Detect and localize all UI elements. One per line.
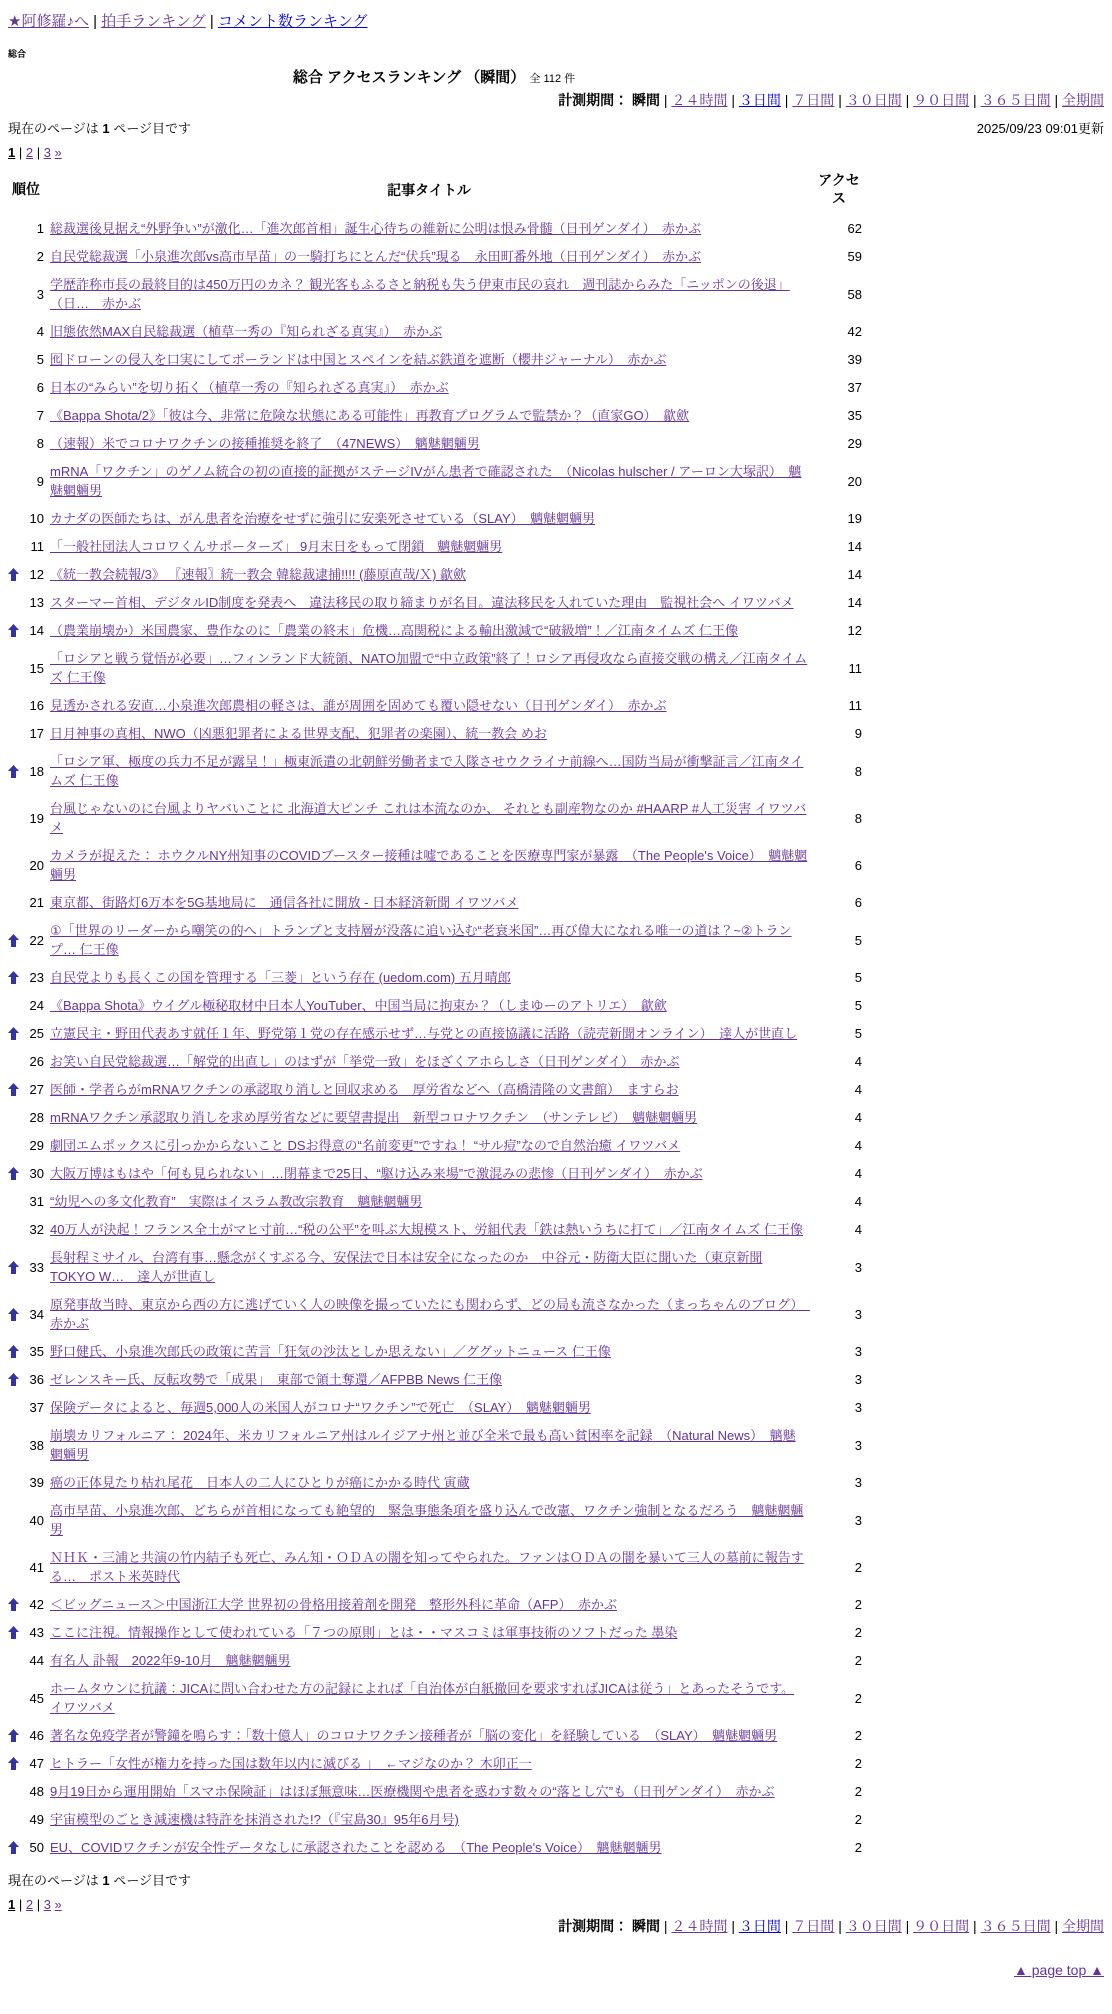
- table-row: [8, 458, 862, 505]
- rank-number: 12: [29, 567, 44, 582]
- article-link[interactable]: カナダの医師たちは、がん患者を治療をせずに強引に安楽死させている（SLAY） 魑魅魍魎男: [50, 511, 596, 526]
- access-count: 35: [847, 408, 862, 423]
- access-count: 62: [847, 221, 862, 236]
- rank-number: 8: [36, 436, 44, 451]
- current-page-text: 現在のページは 1 ページ目です: [8, 121, 191, 136]
- article-link[interactable]: ＮＨＫ・三浦と共演の竹内結子も死亡、みん知・ＯＤＡの闇を知ってやられた。ファンはＯＤＡの闇を暴いて三人の墓前に報告する… ポスト米英時代: [50, 1550, 804, 1584]
- separator: |: [15, 1897, 26, 1912]
- page-info-top: [8, 118, 1104, 137]
- access-count: 59: [847, 249, 862, 264]
- separator: |: [901, 1918, 914, 1934]
- access-count: 2: [854, 1840, 862, 1855]
- rank-number: 40: [29, 1512, 44, 1528]
- table-body: [8, 215, 862, 1862]
- access-count: 2: [854, 1812, 862, 1827]
- article-link[interactable]: mRNA「ワクチン」のゲノム統合の初の直接的証拠がステージIVがん患者で確認された （Nicolas hulscher / アーロン大塚訳） 魑魅魍魎男: [50, 464, 802, 498]
- rank-number: 36: [29, 1372, 44, 1387]
- rank-up-icon: [8, 624, 24, 637]
- rank-number: 46: [29, 1728, 44, 1743]
- access-count: 3: [854, 1306, 862, 1322]
- rank-up-icon: [8, 1027, 24, 1040]
- rank-up-icon: [8, 1373, 24, 1386]
- table-row: [8, 318, 862, 346]
- period-option-link[interactable]: ３６５日間: [980, 1918, 1051, 1934]
- access-count: 19: [847, 511, 862, 526]
- top-nav: [8, 10, 1104, 31]
- rank-up-icon: [8, 1841, 24, 1854]
- article-link[interactable]: ①「世界のリーダーから嘲笑の的へ」トランプと支持層が没落に追い込む“老衰米国”…再び偉大になれる唯一の道は？~②トランプ… 仁王像: [50, 923, 792, 957]
- rank-number: 22: [29, 932, 44, 948]
- rank-number: 48: [29, 1784, 44, 1799]
- article-link[interactable]: 9月19日から運用開始「スマホ保険証」はほぼ無意味…医療機関や患者を惑わす数々の“落とし穴”も（日刊ゲンダイ） 赤かぶ: [50, 1784, 775, 1799]
- article-link[interactable]: 囮ドローンの侵入を口実にしてポーランドは中国とスペインを結ぶ鉄道を遮断（櫻井ジャーナル） 赤かぶ: [50, 352, 667, 367]
- article-link[interactable]: 学歴詐称市長の最終目的は450万円のカネ？ 観光客もふるさと納税も失う伊東市民の哀れ 週刊誌からみた「ニッポンの後退」（日… 赤かぶ: [50, 277, 790, 311]
- access-count: 4: [854, 1054, 862, 1069]
- article-link[interactable]: カメラが捉えた： ホウクルNY州知事のCOVIDブースター接種は嘘であることを医療専門家が暴露 （The People's Voice） 魑魅魍魎男: [50, 848, 808, 882]
- rank-number: 1: [36, 221, 44, 236]
- rank-up-icon: [8, 1261, 24, 1274]
- rank-up-icon: [8, 1729, 24, 1742]
- article-link[interactable]: 崩壊カリフォルニア： 2024年、米カリフォルニア州はルイジアナ州と並び全米で最も高い貧困率を記録 （Natural News） 魑魅魍魎男: [50, 1428, 796, 1462]
- access-count: 6: [854, 895, 862, 910]
- rank-number: 47: [29, 1756, 44, 1771]
- rank-number: 21: [29, 895, 44, 910]
- article-link[interactable]: 見透かされる安直…小泉進次郎農相の軽さは、誰が周囲を固めても覆い隠せない（日刊ゲンダイ） 赤かぶ: [50, 698, 667, 713]
- rank-number: 5: [36, 352, 44, 367]
- table-row: [8, 346, 862, 374]
- rank-number: 45: [29, 1690, 44, 1706]
- updated-timestamp: 2025/09/23 09:01更新: [976, 121, 1104, 136]
- article-link[interactable]: ここに注視。情報操作として使われている「７つの原則」とは・・マスコミは軍事技術のソフトだった 墨染: [50, 1625, 678, 1640]
- table-row: [8, 1619, 862, 1647]
- section-label: 総合: [8, 49, 27, 59]
- rank-number: 4: [36, 324, 44, 339]
- access-count: 14: [847, 595, 862, 610]
- table-row: [8, 720, 862, 748]
- table-row: [8, 1104, 862, 1132]
- period-option-link[interactable]: ９０日間: [913, 1918, 970, 1934]
- article-link[interactable]: スターマー首相、デジタルID制度を発表へ 違法移民の取り締まりが名目。違法移民を入れていた理由 監視社会へ イワツバメ: [50, 595, 794, 610]
- rank-up-icon: [8, 1083, 24, 1096]
- separator: |: [33, 145, 44, 160]
- table-row: [8, 215, 862, 243]
- table-row: [8, 1291, 862, 1338]
- article-link[interactable]: 「ロシアと戦う覚悟が必要」…フィンランド大統領、NATO加盟で“中立政策”終了！ロシア再侵攻なら直接交戦の構え／江南タイムズ 仁王像: [50, 651, 808, 685]
- separator: |: [727, 1918, 739, 1934]
- table-row: [8, 617, 862, 645]
- rank-number: 31: [29, 1194, 44, 1209]
- article-link[interactable]: 劇団エムポックスに引っかからないこと DSお得意の“名前変更”ですね！ “サル痘”なので自然治癒 イワツバメ: [50, 1138, 681, 1153]
- rank-number: 19: [29, 810, 44, 826]
- rank-number: 41: [29, 1559, 44, 1575]
- period-option-link[interactable]: 全期間: [1062, 1918, 1104, 1934]
- current-page-text: 現在のページは 1 ページ目です: [8, 1873, 191, 1888]
- rank-number: 7: [36, 408, 44, 423]
- separator: |: [901, 92, 914, 108]
- table-row: [8, 748, 862, 795]
- table-row: [8, 842, 862, 889]
- page-number-link[interactable]: 2: [25, 1897, 34, 1912]
- access-count: 12: [847, 623, 862, 638]
- access-count: 29: [847, 436, 862, 451]
- period-option-link[interactable]: ３０日間: [845, 1918, 902, 1934]
- next-page-link[interactable]: »: [54, 145, 62, 160]
- rank-number: 43: [29, 1625, 44, 1640]
- rank-number: 50: [29, 1840, 44, 1855]
- rank-number: 23: [29, 970, 44, 985]
- access-count: 4: [854, 1110, 862, 1125]
- access-count: 2: [854, 1559, 862, 1575]
- table-row: [8, 271, 862, 318]
- table-row: [8, 1048, 862, 1076]
- article-link[interactable]: 《Bappa Shota/2》「彼は今、非常に危険な状態にある可能性」再教育プログラムで監禁か？（直家GO） 歙歛: [50, 408, 690, 423]
- article-link[interactable]: 野口健氏、小泉進次郎氏の政策に苦言「狂気の沙汰としか思えない」／ググットニュース 仁王像: [50, 1344, 611, 1359]
- article-link[interactable]: “幼児への多文化教育” 実際はイスラム教改宗教育 魑魅魍魎男: [50, 1194, 423, 1209]
- period-option-link[interactable]: ３日間: [738, 92, 781, 108]
- article-link[interactable]: ヒトラー「女性が権力を持った国は数年以内に滅びる 」 ←マジなのか？ 木卯正一: [50, 1756, 532, 1771]
- article-link[interactable]: 自民党よりも長くこの国を管理する「三菱」という存在 (uedom.com) 五月晴郎: [50, 970, 511, 985]
- article-link[interactable]: 「一般社団法人コロワくんサポーターズ」 9月末日をもって閉鎖 魑魅魍魎男: [50, 539, 503, 554]
- period-option-link[interactable]: ３６５日間: [980, 92, 1051, 108]
- period-selector-top: [8, 90, 1104, 110]
- access-count: 11: [848, 660, 862, 676]
- table-row: [8, 1806, 862, 1834]
- rank-number: 20: [29, 857, 44, 873]
- access-column-header: アクセス: [818, 172, 860, 206]
- rank-up-icon: [8, 1345, 24, 1358]
- rank-number: 26: [29, 1054, 44, 1069]
- separator: |: [660, 1918, 672, 1934]
- separator: |: [727, 92, 739, 108]
- table-row: [8, 1394, 862, 1422]
- rank-number: 16: [29, 698, 44, 713]
- table-row: [8, 1469, 862, 1497]
- rank-up-icon: [8, 1598, 24, 1611]
- article-link[interactable]: （農業崩壊か）米国農家、豊作なのに「農業の終末」危機…高関税による輸出激減で“破級増”！／江南タイムズ 仁王像: [50, 623, 739, 638]
- access-count: 4: [854, 1082, 862, 1097]
- article-link[interactable]: 高市早苗、小泉進次郎、どちらが首相になっても絶望的 緊急事態条項を盛り込んで改憲、ワクチン強制となるだろう 魑魅魍魎男: [50, 1503, 804, 1537]
- table-row: [8, 992, 862, 1020]
- page-top-area: [8, 1962, 1104, 1978]
- access-count: 5: [854, 932, 862, 948]
- table-row: [8, 1647, 862, 1675]
- rank-number: 39: [29, 1475, 44, 1490]
- table-row: [8, 1160, 862, 1188]
- rank-number: 2: [36, 249, 44, 264]
- article-link[interactable]: 日本の“みらい”を切り拓く（植草一秀の『知られざる真実』） 赤かぶ: [50, 380, 449, 395]
- article-link[interactable]: 医師・学者らがmRNAワクチンの承認取り消しと回収求める 厚労省などへ（高橋清隆の文書館） ますらお: [50, 1082, 679, 1097]
- rank-number: 35: [29, 1344, 44, 1359]
- page-number-link[interactable]: 1: [8, 1897, 16, 1912]
- period-option-link[interactable]: ９０日間: [913, 92, 970, 108]
- table-row: [8, 589, 862, 617]
- nav-link[interactable]: 拍手ランキング: [101, 13, 206, 30]
- access-count: 3: [854, 1437, 862, 1453]
- period-option-link[interactable]: ７日間: [792, 1918, 835, 1934]
- rank-number: 37: [29, 1400, 44, 1415]
- table-row: [8, 964, 862, 992]
- separator: |: [660, 92, 672, 108]
- article-link[interactable]: 宇宙模型のごとき減速機は特許を抹消された!?（『宝島30』95年6月号): [50, 1812, 459, 1827]
- table-row: [8, 1338, 862, 1366]
- article-link[interactable]: EU、COVIDワクチンが安全性データなしに承認されたことを認める （The People's Voice） 魑魅魍魎男: [50, 1840, 662, 1855]
- access-count: 58: [847, 286, 862, 302]
- period-option-link[interactable]: ２４時間: [671, 1918, 728, 1934]
- rank-number: 27: [29, 1082, 44, 1097]
- ranking-table: [8, 166, 862, 1862]
- rank-number: 13: [29, 595, 44, 610]
- table-row: [8, 1422, 862, 1469]
- rank-number: 49: [29, 1812, 44, 1827]
- article-link[interactable]: ゼレンスキー氏、反転攻勢で「成果」 東部で領土奪還／AFPBB News 仁王像: [50, 1372, 503, 1387]
- access-count: 37: [847, 380, 862, 395]
- table-row: [8, 533, 862, 561]
- next-page-link[interactable]: »: [54, 1897, 62, 1912]
- separator: |: [205, 13, 218, 30]
- rank-number: 18: [29, 763, 44, 779]
- article-link[interactable]: ホームタウンに抗議：JICAに問い合わせた方の記録によれば「自治体が白紙撤回を要求すればJICAは従う」とあったそうです。 イワツバメ: [50, 1681, 795, 1715]
- article-link[interactable]: 「ロシア軍、極度の兵力不足が露呈！」極東派遣の北朝鮮労働者まで入隊させウクライナ前線へ…国防当局が衝撃証言／江南タイムズ 仁王像: [50, 754, 804, 788]
- article-link[interactable]: 旧態依然MAX自民総裁選（植草一秀の『知られざる真実』） 赤かぶ: [50, 324, 443, 339]
- rank-number: 10: [29, 511, 44, 526]
- access-count: 14: [847, 567, 862, 582]
- access-count: 9: [854, 726, 862, 741]
- access-count: 2: [854, 1756, 862, 1771]
- access-count: 2: [854, 1625, 862, 1640]
- article-link[interactable]: 長射程ミサイル、台湾有事…懸念がくすぶる今、安保法で日本は安全になったのか 中谷元・防衛大臣に聞いた（東京新聞 TOKYO W… 達人が世直し: [50, 1250, 763, 1284]
- rank-number: 29: [29, 1138, 44, 1153]
- rank-number: 38: [29, 1437, 44, 1453]
- title-column-header: 記事タイトル: [387, 181, 471, 198]
- table-header-row: [8, 166, 862, 215]
- access-count: 6: [854, 857, 862, 873]
- rank-number: 3: [36, 286, 44, 302]
- rank-number: 30: [29, 1166, 44, 1181]
- rank-number: 25: [29, 1026, 44, 1041]
- table-row: [8, 402, 862, 430]
- access-count: 3: [854, 1344, 862, 1359]
- access-count: 3: [854, 1512, 862, 1528]
- rank-up-icon: [8, 765, 24, 778]
- rank-number: 9: [36, 473, 44, 489]
- article-link[interactable]: 自民党総裁選「小泉進次郎vs高市早苗」の一騎打ちにとんだ“伏兵”現る 永田町番外地（日刊ゲンダイ） 赤かぶ: [50, 249, 702, 264]
- separator: |: [780, 92, 793, 108]
- access-count: 8: [854, 763, 862, 779]
- table-row: [8, 1244, 862, 1291]
- table-row: [8, 1591, 862, 1619]
- article-link[interactable]: 《Bappa Shota》ウイグル極秘取材中日本人YouTuber、中国当局に拘束か？（しまゆーのアトリエ） 歙歛: [50, 998, 667, 1013]
- separator: |: [33, 1897, 44, 1912]
- access-count: 8: [854, 810, 862, 826]
- access-count: 2: [854, 1728, 862, 1743]
- separator: |: [969, 1918, 981, 1934]
- access-count: 3: [854, 1475, 862, 1490]
- page-top-link[interactable]: ▲ page top ▲: [1014, 1962, 1104, 1978]
- rank-up-icon: [8, 971, 24, 984]
- rank-number: 14: [29, 623, 44, 638]
- access-count: 20: [847, 473, 862, 489]
- article-link[interactable]: 保険データによると、毎週5,000人の米国人がコロナ“ワクチン”で死亡 （SLAY） 魑魅魍魎男: [50, 1400, 591, 1415]
- rank-column-header: 順位: [12, 180, 40, 197]
- rank-up-icon: [8, 934, 24, 947]
- access-count: 39: [847, 352, 862, 367]
- rank-up-icon: [8, 1167, 24, 1180]
- ranking-heading: [8, 66, 860, 87]
- period-option-link[interactable]: ２４時間: [671, 92, 728, 108]
- table-row: [8, 1497, 862, 1544]
- access-count: 5: [854, 1026, 862, 1041]
- period-option-link[interactable]: 全期間: [1062, 92, 1104, 108]
- table-row: [8, 1750, 862, 1778]
- period-current: 瞬間: [632, 1918, 661, 1934]
- article-link[interactable]: 有名人 訃報 2022年9-10月 魑魅魍魎男: [50, 1653, 291, 1668]
- period-selector-bottom: [8, 1916, 1104, 1936]
- article-link[interactable]: 総裁選後見据え“外野争い”が激化…「進次郎首相」誕生心待ちの維新に公明は恨み骨髄（日刊ゲンダイ） 赤かぶ: [50, 221, 702, 236]
- page-info-bottom: [8, 1870, 1104, 1889]
- period-label: 計測期間：: [558, 92, 633, 108]
- pagination-top: [8, 145, 1104, 160]
- article-link[interactable]: 東京都、街路灯6万本を5G基地局に 通信各社に開放 - 日本経済新聞 イワツバメ: [50, 895, 519, 910]
- table-row: [8, 692, 862, 720]
- access-count: 2: [854, 1690, 862, 1706]
- article-link[interactable]: 癌の正体見たり枯れ尾花 日本人の二人にひとりが癌にかかる時代 寅蔵: [50, 1475, 470, 1490]
- table-row: [8, 1722, 862, 1750]
- access-count: 3: [854, 1259, 862, 1275]
- table-row: [8, 1020, 862, 1048]
- access-count: 3: [854, 1372, 862, 1387]
- page-number-link[interactable]: 1: [8, 145, 16, 160]
- total-count: 全 112 件: [529, 73, 576, 85]
- separator: |: [969, 92, 981, 108]
- rank-up-icon: [8, 1308, 24, 1321]
- access-count: 2: [854, 1597, 862, 1612]
- separator: |: [834, 92, 846, 108]
- rank-number: 32: [29, 1222, 44, 1237]
- table-row: [8, 917, 862, 964]
- rank-up-icon: [8, 568, 24, 581]
- table-row: [8, 1076, 862, 1104]
- article-link[interactable]: mRNAワクチン承認取り消しを求め厚労省などに要望書提出 新型コロナワクチン （サンテレビ） 魑魅魍魎男: [50, 1110, 698, 1125]
- separator: |: [834, 1918, 846, 1934]
- table-row: [8, 795, 862, 842]
- separator: |: [1050, 1918, 1062, 1934]
- access-count: 4: [854, 1166, 862, 1181]
- article-link[interactable]: 台風じゃないのに台風よりヤバいことに 北海道大ピンチ これは本流なのか、 それとも副産物なのか #HAARP #人工災害 イワツバメ: [50, 801, 807, 835]
- period-current: 瞬間: [632, 92, 661, 108]
- table-row: [8, 645, 862, 692]
- article-link[interactable]: 著名な免疫学者が警鐘を鳴らす：「数十億人」のコロナワクチン接種者が「脳の変化」を経験している （SLAY） 魑魅魍魎男: [50, 1728, 778, 1743]
- table-row: [8, 1778, 862, 1806]
- table-row: [8, 1132, 862, 1160]
- rank-number: 44: [29, 1653, 44, 1668]
- nav-link[interactable]: コメント数ランキング: [217, 13, 368, 30]
- access-count: 11: [848, 698, 862, 713]
- separator: |: [780, 1918, 793, 1934]
- period-option-link[interactable]: ７日間: [792, 92, 835, 108]
- access-count: 3: [854, 1400, 862, 1415]
- rank-number: 17: [29, 726, 44, 741]
- period-option-link[interactable]: ３日間: [738, 1918, 781, 1934]
- rank-number: 33: [29, 1259, 44, 1275]
- article-link[interactable]: 日月神事の真相、NWO（凶悪犯罪者による世界支配、犯罪者の楽園）、統一教会 めお: [50, 726, 547, 741]
- access-count: 2: [854, 1653, 862, 1668]
- table-row: [8, 374, 862, 402]
- page-number-link[interactable]: 3: [43, 145, 51, 160]
- access-count: 5: [854, 998, 862, 1013]
- rank-number: 15: [29, 660, 44, 676]
- period-option-link[interactable]: ３０日間: [845, 92, 902, 108]
- table-row: [8, 1834, 862, 1862]
- nav-link[interactable]: ★阿修羅♪へ: [8, 13, 89, 30]
- article-link[interactable]: ＜ビッグニュース＞中国浙江大学 世界初の骨格用接着剤を開発 整形外科に革命（AFP） 赤かぶ: [50, 1597, 617, 1612]
- access-count: 2: [854, 1784, 862, 1799]
- separator: |: [1050, 92, 1062, 108]
- article-link[interactable]: 《統一教会続報/3》 〖速報〗統一教会 韓総裁逮捕!!!! (藤原直哉/Ｘ) 歙歛: [50, 567, 467, 582]
- table-row: [8, 1366, 862, 1394]
- rank-number: 28: [29, 1110, 44, 1125]
- access-count: 14: [847, 539, 862, 554]
- rank-number: 6: [36, 380, 44, 395]
- article-link[interactable]: 40万人が決起！フランス全土がマヒ寸前…“税の公平”を叫ぶ大規模スト、労組代表「鉄は熱いうちに打て」／江南タイムズ 仁王像: [50, 1222, 803, 1237]
- separator: |: [15, 145, 26, 160]
- table-row: [8, 561, 862, 589]
- access-count: 4: [854, 1194, 862, 1209]
- rank-number: 11: [30, 539, 44, 554]
- access-count: 4: [854, 1222, 862, 1237]
- access-count: 5: [854, 970, 862, 985]
- separator: |: [88, 13, 102, 30]
- rank-number: 42: [29, 1597, 44, 1612]
- article-link[interactable]: 立憲民主・野田代表あす就任１年、野党第１党の存在感示せず…与党との直接協議に活路（読売新聞オンライン） 達人が世直し: [50, 1026, 798, 1041]
- rank-up-icon: [8, 1626, 24, 1639]
- page-number-link[interactable]: 3: [43, 1897, 51, 1912]
- period-label: 計測期間：: [558, 1918, 633, 1934]
- table-row: [8, 889, 862, 917]
- table-row: [8, 1188, 862, 1216]
- table-row: [8, 1544, 862, 1591]
- article-link[interactable]: 大阪万博はもはや「何も見られない」…閉幕まで25日、“駆け込み来場”で激混みの悲惨（日刊ゲンダイ） 赤かぶ: [50, 1166, 703, 1181]
- pagination-bottom: [8, 1897, 1104, 1912]
- access-count: 4: [854, 1138, 862, 1153]
- rank-up-icon: [8, 1757, 24, 1770]
- rank-number: 24: [29, 998, 44, 1013]
- table-row: [8, 505, 862, 533]
- article-link[interactable]: お笑い自民党総裁選…「解党的出直し」のはずが「挙党一致」をほざくアホらしさ（日刊ゲンダイ） 赤かぶ: [50, 1054, 680, 1069]
- table-row: [8, 430, 862, 458]
- article-link[interactable]: （速報）米でコロナワクチンの接種推奨を終了 （47NEWS） 魑魅魍魎男: [50, 436, 480, 451]
- table-row: [8, 243, 862, 271]
- page-title: 総合 アクセスランキング （瞬間）: [292, 69, 526, 86]
- rank-number: 34: [29, 1306, 44, 1322]
- table-row: [8, 1216, 862, 1244]
- page-number-link[interactable]: 2: [25, 145, 34, 160]
- article-link[interactable]: 原発事故当時、東京から西の方に逃げていく人の映像を撮っていたにも関わらず、どの局も流さなかった（まっちゃんのブログ） 赤かぶ: [50, 1297, 810, 1331]
- access-count: 42: [847, 324, 862, 339]
- table-row: [8, 1675, 862, 1722]
